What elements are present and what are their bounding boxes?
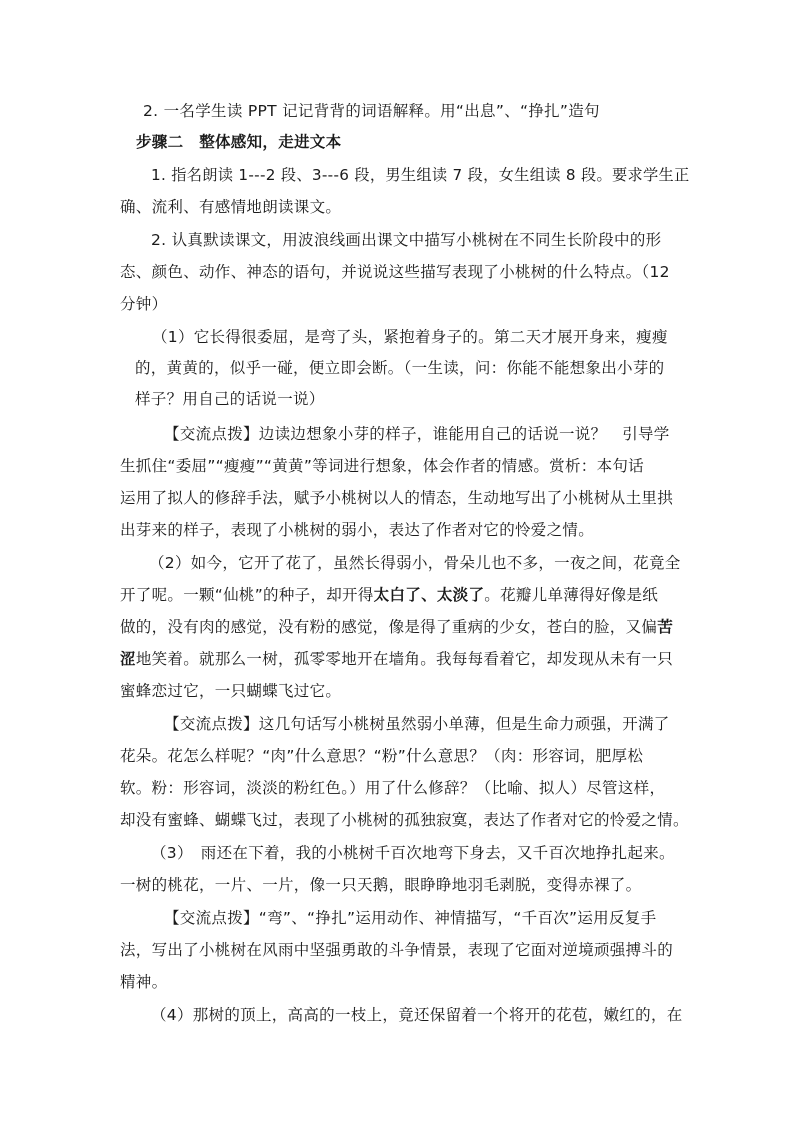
comment-1-line-2: 生抓住“委屈”“瘦瘦”“黄黄”等词进行想象，体会作者的情感。赏析：本句话 xyxy=(120,457,644,475)
comment-1-line-3: 运用了拟人的修辞手法，赋予小桃树以人的情态，生动地写出了小桃树从土里拱 xyxy=(120,489,674,507)
sentence-3-line-2: 一树的桃花，一片、一片，像一只天鹅，眼睁睁地羽毛剥脱，变得赤裸了。 xyxy=(120,876,642,894)
step-2-heading: 步骤二 整体感知，走进文本 xyxy=(136,133,342,151)
comment-3-line-1: 【交流点拨】“弯”、“挣扎”运用动作、神情描写，“千百次”运用反复手 xyxy=(164,909,657,927)
sentence-2-line-1: （2）如今，它开了花了，虽然长得弱小，骨朵儿也不多，一夜之间，花竟全 xyxy=(149,554,681,572)
sentence-2-line-2 xyxy=(120,584,658,606)
comment-2-line-1: 【交流点拨】这几句话写小桃树虽然弱小单薄，但是生命力顽强，开满了 xyxy=(164,715,670,733)
comment-2-line-4: 却没有蜜蜂、蝴蝶飞过，表现了小桃树的孤独寂寞，表达了作者对它的怜爱之情。 xyxy=(120,811,689,829)
sentence-2-text: 做的，没有肉的感觉，没有粉的感觉，像是得了重病的少女，苍白的脸，又偏 xyxy=(120,618,658,636)
paragraph-1-line-1: 1. 指名朗读 1---2 段、3---6 段，男生组读 7 段，女生组读 8 段。要求学生正 xyxy=(151,166,690,184)
sentence-1-line-1: （1）它长得很委屈，是弯了头，紧抱着身子的。第二天才展开身来，瘦瘦 xyxy=(152,328,668,346)
comment-2-line-3: 软。粉：形容词，淡淡的粉红色。）用了什么修辞？（比喻、拟人）尽管这样， xyxy=(120,779,666,797)
paragraph-2-line-3: 分钟） xyxy=(120,295,168,313)
sentence-4-line-1: （4）那树的顶上，高高的一枝上，竟还保留着一个将开的花苞，嫩红的，在 xyxy=(151,1006,683,1024)
comment-1-line-4: 出芽来的样子，表现了小桃树的弱小，表达了作者对它的怜爱之情。 xyxy=(120,521,595,539)
sentence-2-emphasis: 太白了、太淡了 xyxy=(373,586,485,604)
sentence-2-text: 。花瓣儿单薄得好像是纸 xyxy=(484,586,659,604)
sentence-2-line-4 xyxy=(120,648,673,670)
comment-3-line-2: 法，写出了小桃树在风雨中坚强勇敢的斗争情景，表现了它面对逆境顽强搏斗的 xyxy=(120,941,674,959)
sentence-3-line-1: （3） 雨还在下着，我的小桃树千百次地弯下身去，又千百次地挣扎起来。 xyxy=(151,844,675,862)
sentence-1-line-3: 样子？用自己的话说一说） xyxy=(135,390,325,408)
comment-1-line-1: 【交流点拨】边读边想象小芽的样子，谁能用自己的话说一说？ 引导学 xyxy=(164,425,670,443)
sentence-2-text: 开了呢。一颗“仙桃”的种子，却开得 xyxy=(120,586,374,604)
sentence-2-line-5: 蜜蜂恋过它，一只蝴蝶飞过它。 xyxy=(120,682,342,700)
sentence-2-emphasis: 涩 xyxy=(120,650,136,668)
item-2-line: 2. 一名学生读 PPT 记记背背的词语解释。用“出息”、“挣扎”造句 xyxy=(143,102,600,120)
sentence-1-line-2: 的，黄黄的，似乎一碰，便立即会断。（一生读，问：你能不能想象出小芽的 xyxy=(135,359,665,377)
comment-2-line-2: 花朵。花怎么样呢？“肉”什么意思？“粉”什么意思？（肉：形容词，肥厚松 xyxy=(120,747,644,765)
paragraph-2-line-1: 2. 认真默读课文，用波浪线画出课文中描写小桃树在不同生长阶段中的形 xyxy=(151,231,662,249)
comment-3-line-3: 精神。 xyxy=(120,973,168,991)
sentence-2-line-3 xyxy=(120,616,673,638)
sentence-2-text: 地笑着。就那么一树，孤零零地开在墙角。我每每看着它，却发现从未有一只 xyxy=(135,650,674,668)
paragraph-2-line-2: 态、颜色、动作、神态的语句，并说说这些描写表现了小桃树的什么特点。（12 xyxy=(120,263,670,281)
sentence-2-emphasis: 苦 xyxy=(657,618,674,636)
paragraph-1-line-2: 确、流利、有感情地朗读课文。 xyxy=(120,198,342,216)
